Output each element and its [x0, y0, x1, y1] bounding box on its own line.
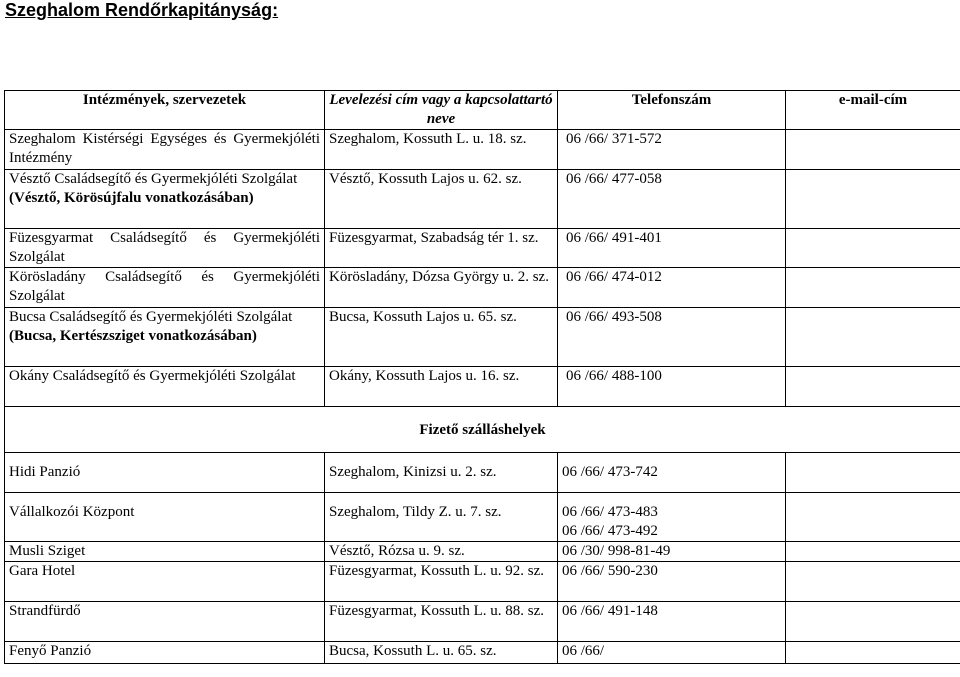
- institution-address: Füzesgyarmat, Szabadság tér 1. sz.: [325, 229, 558, 268]
- lodging-phone: 06 /66/ 473-742: [558, 453, 786, 493]
- lodging-email: [786, 602, 960, 642]
- lodging-phone: 06 /66/ 491-148: [558, 602, 786, 642]
- header-institutions: Intézmények, szervezetek: [5, 91, 325, 130]
- institution-name: Körösladány Családsegítő és Gyermekjóléti Szolgálat: [5, 268, 325, 308]
- table-row: [5, 602, 960, 642]
- institution-name: Szeghalom Kistérségi Egységes és Gyermekjóléti Intézmény: [5, 130, 325, 170]
- table-row: [5, 493, 960, 542]
- table-row: [5, 562, 960, 602]
- lodging-name: Gara Hotel: [5, 562, 325, 602]
- table-row: [5, 542, 960, 562]
- institution-email: [786, 268, 960, 308]
- institution-email: [786, 170, 960, 229]
- institution-address: Körösladány, Dózsa György u. 2. sz.: [325, 268, 558, 308]
- header-phone: Telefonszám: [558, 91, 786, 130]
- lodging-name: Vállalkozói Központ: [5, 493, 325, 542]
- institution-email: [786, 229, 960, 268]
- table-row: [5, 130, 960, 170]
- institution-name: Bucsa Családsegítő és Gyermekjóléti Szolgálat (Bucsa, Kertészsziget vonatkozásában): [5, 308, 325, 367]
- lodging-email: [786, 642, 960, 664]
- table-row: [5, 453, 960, 493]
- institution-name: Okány Családsegítő és Gyermekjóléti Szolgálat: [5, 367, 325, 407]
- header-email: e-mail-cím: [786, 91, 960, 130]
- lodging-address: Vésztő, Rózsa u. 9. sz.: [325, 542, 558, 562]
- institution-name: Füzesgyarmat Családsegítő és Gyermekjóléti Szolgálat: [5, 229, 325, 268]
- institution-phone: 06 /66/ 474-012: [558, 268, 786, 308]
- lodging-name: Strandfürdő: [5, 602, 325, 642]
- lodging-phone: 06 /66/ 590-230: [558, 562, 786, 602]
- table-row: [5, 308, 960, 367]
- table-header-row: [5, 91, 960, 130]
- institution-address: Szeghalom, Kossuth L. u. 18. sz.: [325, 130, 558, 170]
- lodging-address: Füzesgyarmat, Kossuth L. u. 92. sz.: [325, 562, 558, 602]
- lodging-phone: 06 /66/ 473-483 06 /66/ 473-492: [558, 493, 786, 542]
- institution-phone: 06 /66/ 371-572: [558, 130, 786, 170]
- lodging-email: [786, 493, 960, 542]
- institution-email: [786, 130, 960, 170]
- institution-address: Bucsa, Kossuth Lajos u. 65. sz.: [325, 308, 558, 367]
- institution-email: [786, 308, 960, 367]
- lodging-name: Hidi Panzió: [5, 453, 325, 493]
- lodging-address: Szeghalom, Tildy Z. u. 7. sz.: [325, 493, 558, 542]
- institution-phone: 06 /66/ 493-508: [558, 308, 786, 367]
- institution-phone: 06 /66/ 488-100: [558, 367, 786, 407]
- institution-email: [786, 367, 960, 407]
- page-title: Szeghalom Rendőrkapitányság:: [5, 0, 279, 20]
- header-address: Levelezési cím vagy a kapcsolattartó neve: [325, 91, 558, 130]
- table-row: [5, 642, 960, 664]
- institution-phone: 06 /66/ 491-401: [558, 229, 786, 268]
- lodging-name: Fenyő Panzió: [5, 642, 325, 664]
- table-row: [5, 170, 960, 229]
- lodging-phone: 06 /66/: [558, 642, 786, 664]
- lodging-email: [786, 562, 960, 602]
- lodging-email: [786, 542, 960, 562]
- lodging-address: Szeghalom, Kinizsi u. 2. sz.: [325, 453, 558, 493]
- table-row: [5, 268, 960, 308]
- institution-name: Vésztő Családsegítő és Gyermekjóléti Szolgálat (Vésztő, Körösújfalu vonatkozásában): [5, 170, 325, 229]
- institution-address: Vésztő, Kossuth Lajos u. 62. sz.: [325, 170, 558, 229]
- lodging-address: Füzesgyarmat, Kossuth L. u. 88. sz.: [325, 602, 558, 642]
- lodging-address: Bucsa, Kossuth L. u. 65. sz.: [325, 642, 558, 664]
- institution-address: Okány, Kossuth Lajos u. 16. sz.: [325, 367, 558, 407]
- lodging-email: [786, 453, 960, 493]
- contacts-table: [4, 90, 960, 664]
- institution-phone: 06 /66/ 477-058: [558, 170, 786, 229]
- lodging-name: Musli Sziget: [5, 542, 325, 562]
- table-row: [5, 367, 960, 407]
- section-header-row: [5, 407, 960, 453]
- section-title: Fizető szálláshelyek: [5, 407, 960, 453]
- table-row: [5, 229, 960, 268]
- lodging-phone: 06 /30/ 998-81-49: [558, 542, 786, 562]
